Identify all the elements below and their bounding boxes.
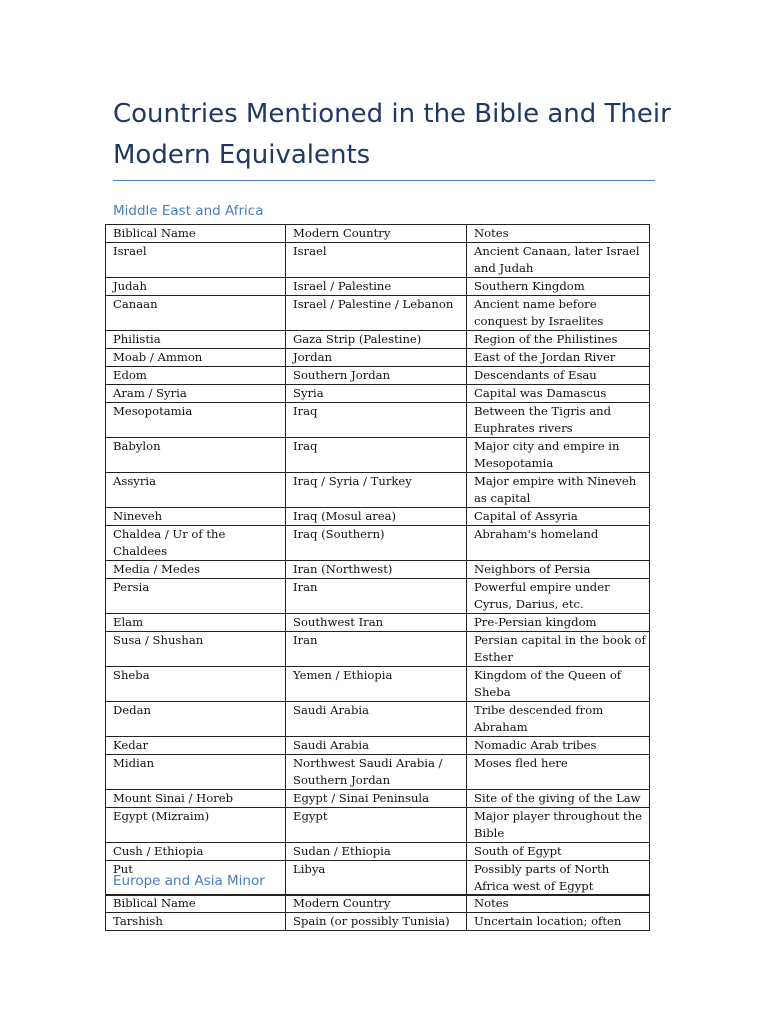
table-row <box>106 278 650 296</box>
biblical-name-cell: Elam <box>106 614 286 632</box>
notes-cell: Moses fled here <box>467 755 650 790</box>
table-row <box>106 632 650 667</box>
table-header-row <box>106 895 650 913</box>
biblical-name-cell: Mesopotamia <box>106 403 286 438</box>
biblical-name-cell: Dedan <box>106 702 286 737</box>
biblical-name-cell: Susa / Shushan <box>106 632 286 667</box>
notes-cell: Major city and empire in Mesopotamia <box>467 438 650 473</box>
notes-cell: Powerful empire under Cyrus, Darius, etc. <box>467 579 650 614</box>
modern-country-cell: Iraq <box>286 438 467 473</box>
modern-country-cell: Southern Jordan <box>286 367 467 385</box>
biblical-name-cell: Kedar <box>106 737 286 755</box>
biblical-name-cell: Israel <box>106 243 286 278</box>
section-heading-middle-east-africa: Middle East and Africa <box>113 203 264 219</box>
column-header: Biblical Name <box>106 225 286 243</box>
section-heading-europe-asia-minor: Europe and Asia Minor <box>113 873 265 889</box>
modern-country-cell: Iraq (Southern) <box>286 526 467 561</box>
table-row <box>106 808 650 843</box>
table-middle-east-africa <box>105 224 650 896</box>
notes-cell: Site of the giving of the Law <box>467 790 650 808</box>
table-row <box>106 296 650 331</box>
title-underline <box>113 180 655 181</box>
column-header: Notes <box>467 225 650 243</box>
biblical-name-cell: Moab / Ammon <box>106 349 286 367</box>
modern-country-cell: Gaza Strip (Palestine) <box>286 331 467 349</box>
biblical-name-cell: Persia <box>106 579 286 614</box>
notes-cell: Persian capital in the book of Esther <box>467 632 650 667</box>
notes-cell: Capital of Assyria <box>467 508 650 526</box>
biblical-name-cell: Assyria <box>106 473 286 508</box>
table-row <box>106 561 650 579</box>
modern-country-cell: Saudi Arabia <box>286 702 467 737</box>
modern-country-cell: Iran <box>286 632 467 667</box>
biblical-name-cell: Put <box>106 861 286 896</box>
table-row <box>106 579 650 614</box>
biblical-name-cell: Nineveh <box>106 508 286 526</box>
modern-country-cell: Yemen / Ethiopia <box>286 667 467 702</box>
modern-country-cell: Israel / Palestine <box>286 278 467 296</box>
modern-country-cell: Northwest Saudi Arabia / Southern Jordan <box>286 755 467 790</box>
biblical-name-cell: Midian <box>106 755 286 790</box>
biblical-name-cell: Sheba <box>106 667 286 702</box>
notes-cell: Abraham's homeland <box>467 526 650 561</box>
modern-country-cell: Iraq (Mosul area) <box>286 508 467 526</box>
table-row <box>106 526 650 561</box>
biblical-name-cell: Tarshish <box>106 913 286 931</box>
notes-cell: Major empire with Nineveh as capital <box>467 473 650 508</box>
table-row <box>106 438 650 473</box>
modern-country-cell: Saudi Arabia <box>286 737 467 755</box>
biblical-name-cell: Egypt (Mizraim) <box>106 808 286 843</box>
table-row <box>106 508 650 526</box>
column-header: Modern Country <box>286 225 467 243</box>
modern-country-cell: Iran <box>286 579 467 614</box>
notes-cell: South of Egypt <box>467 843 650 861</box>
modern-country-cell: Iraq / Syria / Turkey <box>286 473 467 508</box>
table-row <box>106 367 650 385</box>
modern-country-cell: Iran (Northwest) <box>286 561 467 579</box>
table-europe-asia-minor <box>105 894 650 931</box>
modern-country-cell: Egypt <box>286 808 467 843</box>
notes-cell: Ancient name before conquest by Israelites <box>467 296 650 331</box>
notes-cell: Capital was Damascus <box>467 385 650 403</box>
table-row <box>106 385 650 403</box>
notes-cell: Tribe descended from Abraham <box>467 702 650 737</box>
modern-country-cell: Sudan / Ethiopia <box>286 843 467 861</box>
modern-country-cell: Israel / Palestine / Lebanon <box>286 296 467 331</box>
table-row <box>106 403 650 438</box>
table-row <box>106 913 650 931</box>
table-row <box>106 737 650 755</box>
biblical-name-cell: Aram / Syria <box>106 385 286 403</box>
table-row <box>106 614 650 632</box>
biblical-name-cell: Philistia <box>106 331 286 349</box>
biblical-name-cell: Cush / Ethiopia <box>106 843 286 861</box>
notes-cell: Between the Tigris and Euphrates rivers <box>467 403 650 438</box>
column-header: Biblical Name <box>106 895 286 913</box>
notes-cell: Major player throughout the Bible <box>467 808 650 843</box>
modern-country-cell: Jordan <box>286 349 467 367</box>
table-row <box>106 243 650 278</box>
notes-cell: Kingdom of the Queen of Sheba <box>467 667 650 702</box>
table-row <box>106 755 650 790</box>
notes-cell: Pre-Persian kingdom <box>467 614 650 632</box>
notes-cell: Ancient Canaan, later Israel and Judah <box>467 243 650 278</box>
document-title: Countries Mentioned in the Bible and Their Modern Equivalents <box>113 99 671 170</box>
notes-cell: Southern Kingdom <box>467 278 650 296</box>
column-header: Modern Country <box>286 895 467 913</box>
notes-cell: Possibly parts of North Africa west of Egypt <box>467 861 650 896</box>
column-header: Notes <box>467 895 650 913</box>
table-row <box>106 331 650 349</box>
modern-country-cell: Iraq <box>286 403 467 438</box>
biblical-name-cell: Canaan <box>106 296 286 331</box>
notes-cell: Uncertain location; often <box>467 913 650 931</box>
table-header-row <box>106 225 650 243</box>
notes-cell: Neighbors of Persia <box>467 561 650 579</box>
modern-country-cell: Libya <box>286 861 467 896</box>
modern-country-cell: Israel <box>286 243 467 278</box>
modern-country-cell: Syria <box>286 385 467 403</box>
modern-country-cell: Southwest Iran <box>286 614 467 632</box>
biblical-name-cell: Mount Sinai / Horeb <box>106 790 286 808</box>
notes-cell: Nomadic Arab tribes <box>467 737 650 755</box>
table-row <box>106 702 650 737</box>
table-row <box>106 667 650 702</box>
biblical-name-cell: Chaldea / Ur of the Chaldees <box>106 526 286 561</box>
modern-country-cell: Spain (or possibly Tunisia) <box>286 913 467 931</box>
table-row <box>106 843 650 861</box>
biblical-name-cell: Media / Medes <box>106 561 286 579</box>
biblical-name-cell: Judah <box>106 278 286 296</box>
notes-cell: Descendants of Esau <box>467 367 650 385</box>
notes-cell: East of the Jordan River <box>467 349 650 367</box>
biblical-name-cell: Edom <box>106 367 286 385</box>
biblical-name-cell: Babylon <box>106 438 286 473</box>
modern-country-cell: Egypt / Sinai Peninsula <box>286 790 467 808</box>
table-row <box>106 473 650 508</box>
table-row <box>106 790 650 808</box>
table-row <box>106 349 650 367</box>
notes-cell: Region of the Philistines <box>467 331 650 349</box>
